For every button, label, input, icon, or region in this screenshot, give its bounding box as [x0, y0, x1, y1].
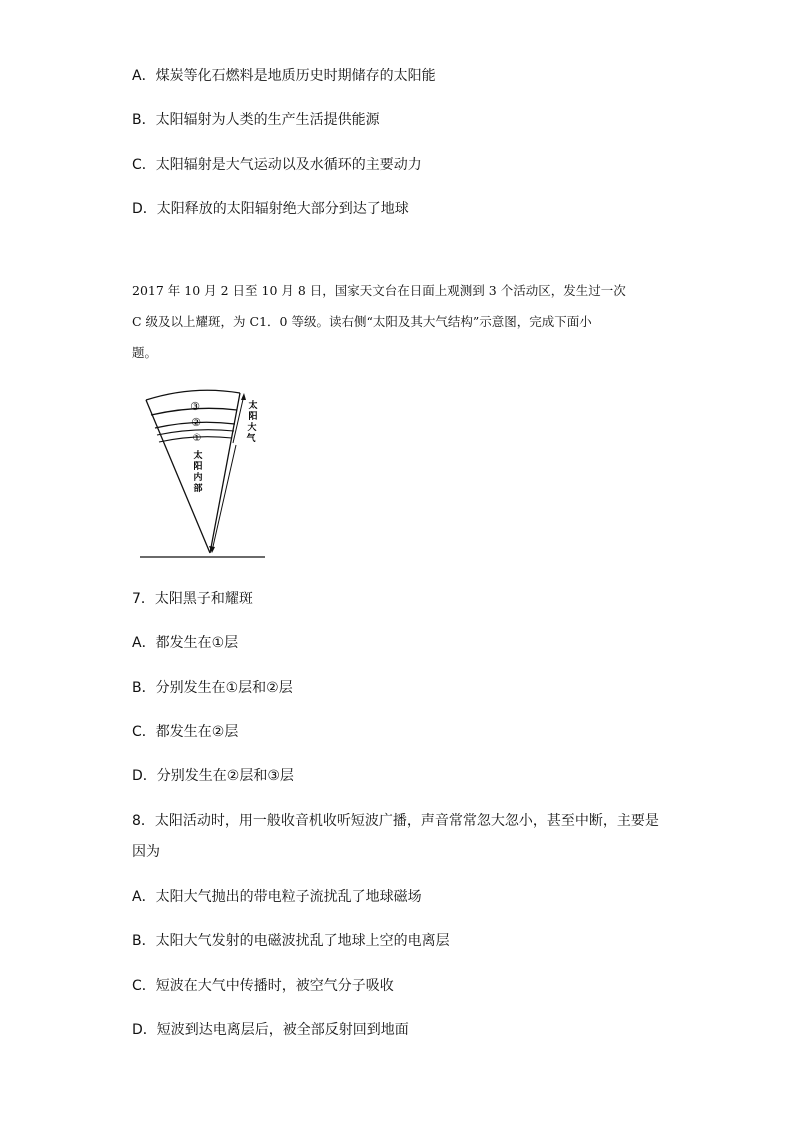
q7-option-b: B．分别发生在①层和②层	[132, 680, 293, 696]
layer-1-label: ①	[192, 433, 202, 444]
q7-option-a: A．都发生在①层	[132, 635, 239, 651]
q8-stem-line-1: 8．太阳活动时，用一般收音机收听短波广播，声音常常忽大忽小，甚至中断，主要是	[132, 813, 659, 829]
layer-3-label: ③	[190, 400, 200, 413]
outer-arc	[146, 390, 240, 400]
q8-option-a: A．太阳大气抛出的带电粒子流扰乱了地球磁场	[132, 889, 422, 905]
atmosphere-label-2: 阳	[248, 412, 258, 422]
q8-option-d: D．短波到达电离层后，被全部反射回到地面	[132, 1022, 409, 1038]
passage-line-1: 2017 年 10 月 2 日至 10 月 8 日，国家天文台在日面上观测到 3 个活动区，发生过一次	[132, 283, 626, 298]
interior-label-1: 太	[193, 451, 203, 461]
sun-structure-diagram	[135, 385, 270, 565]
interior-label-2: 阳	[193, 462, 203, 472]
q7-option-d: D．分别发生在②层和③层	[132, 768, 294, 784]
atmosphere-label-1: 太	[248, 401, 258, 411]
q7-option-c: C．都发生在②层	[132, 724, 239, 740]
atmosphere-label-4: 气	[246, 434, 256, 444]
q8-stem-line-2: 因为	[132, 844, 160, 860]
q6-option-a: A．煤炭等化石燃料是地质历史时期储存的太阳能	[132, 68, 436, 84]
interior-label-4: 部	[193, 484, 203, 494]
layer-2-label: ②	[191, 416, 201, 429]
atmosphere-arrowhead	[241, 393, 246, 400]
wedge-right-edge	[210, 393, 240, 553]
interior-label-3: 内	[193, 473, 203, 483]
q7-stem: 7．太阳黑子和耀斑	[132, 591, 253, 607]
q6-option-d: D．太阳释放的太阳辐射绝大部分到达了地球	[132, 201, 409, 217]
q6-option-b: B．太阳辐射为人类的生产生活提供能源	[132, 112, 380, 128]
q6-option-c: C．太阳辐射是大气运动以及水循环的主要动力	[132, 157, 422, 173]
passage-line-2: C 级及以上耀斑，为 C1．0 等级。读右侧“太阳及其大气结构”示意图，完成下面小	[132, 314, 592, 329]
q8-option-c: C．短波在大气中传播时，被空气分子吸收	[132, 978, 394, 994]
passage-line-3: 题。	[132, 345, 158, 360]
q8-option-b: B．太阳大气发射的电磁波扰乱了地球上空的电离层	[132, 933, 450, 949]
atmosphere-label-3: 大	[247, 423, 257, 433]
full-radius-arrow	[212, 445, 236, 551]
